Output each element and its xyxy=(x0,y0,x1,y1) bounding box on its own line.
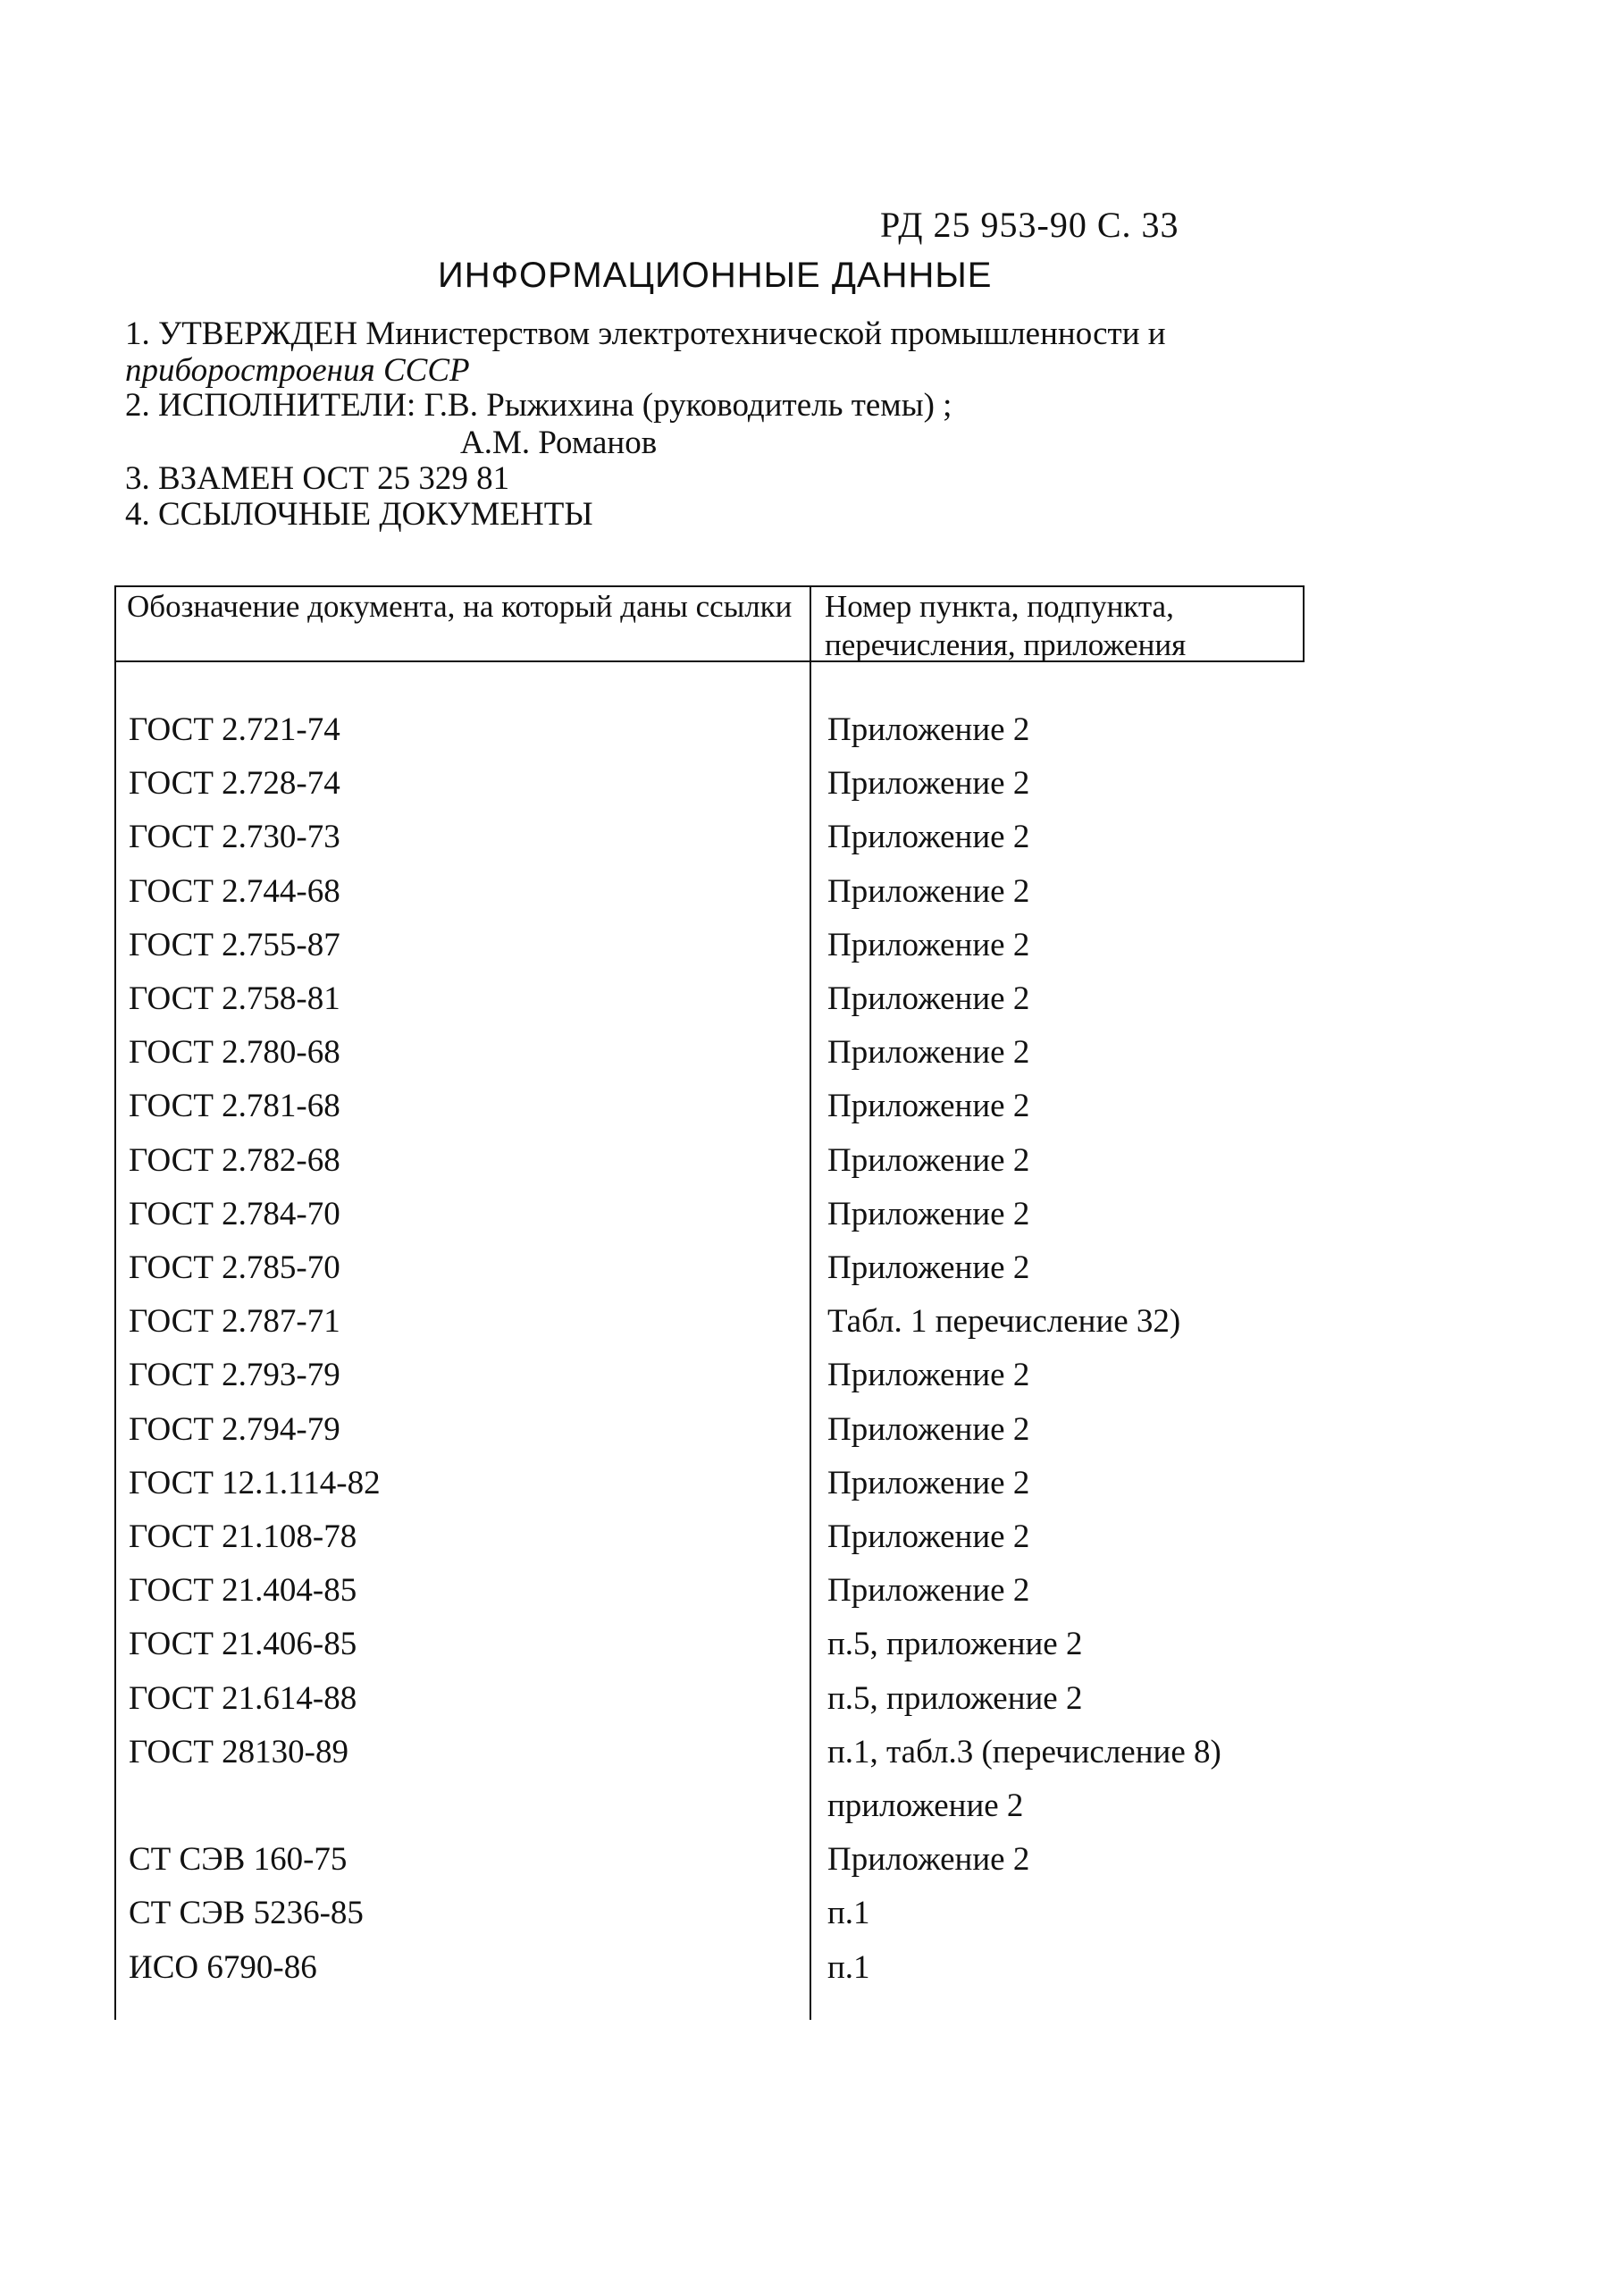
table-row xyxy=(114,1733,1305,1787)
cell-clause-reference: Приложение 2 xyxy=(827,1357,1030,1394)
column-header-document: Обозначение документа, на который даны ссылки xyxy=(127,589,793,624)
table-row xyxy=(114,1410,1305,1464)
table-row xyxy=(114,818,1305,871)
cell-document-designation: ГОСТ 12.1.114-82 xyxy=(129,1464,381,1501)
cell-clause-reference: п.5, приложение 2 xyxy=(827,1626,1083,1663)
table-row xyxy=(114,1302,1305,1356)
table-row xyxy=(114,1948,1305,2002)
cell-document-designation: ГОСТ 2.793-79 xyxy=(129,1357,340,1394)
table-row xyxy=(114,1894,1305,1947)
cell-clause-reference: Приложение 2 xyxy=(827,1841,1030,1879)
info-item-approved: 1. УТВЕРЖДЕН Министерством электротехнической промышленности и xyxy=(125,315,1166,352)
table-right-border xyxy=(1303,585,1305,662)
table-row xyxy=(114,1840,1305,1894)
cell-clause-reference: Приложение 2 xyxy=(827,765,1030,803)
cell-clause-reference: Табл. 1 перечисление 32) xyxy=(827,1303,1181,1341)
table-row xyxy=(114,1033,1305,1087)
cell-document-designation: ГОСТ 2.787-71 xyxy=(129,1303,340,1341)
cell-clause-reference: Приложение 2 xyxy=(827,819,1030,856)
cell-clause-reference: Приложение 2 xyxy=(827,872,1030,910)
cell-document-designation: СТ СЭВ 5236-85 xyxy=(129,1895,364,1932)
cell-clause-reference: Приложение 2 xyxy=(827,980,1030,1017)
cell-document-designation: ГОСТ 2.755-87 xyxy=(129,926,340,963)
cell-document-designation: ИСО 6790-86 xyxy=(129,1948,317,1986)
cell-document-designation: ГОСТ 21.404-85 xyxy=(129,1572,357,1610)
info-item-authors-cont: А.М. Романов xyxy=(460,425,658,461)
table-row xyxy=(114,872,1305,926)
cell-document-designation: ГОСТ 2.782-68 xyxy=(129,1141,340,1179)
table-row xyxy=(114,1087,1305,1140)
cell-clause-reference: Приложение 2 xyxy=(827,1572,1030,1610)
cell-clause-reference: Приложение 2 xyxy=(827,1464,1030,1501)
table-row xyxy=(114,1249,1305,1302)
table-row xyxy=(114,926,1305,980)
cell-clause-reference: п.5, приложение 2 xyxy=(827,1679,1083,1717)
cell-document-designation: ГОСТ 2.758-81 xyxy=(129,980,340,1017)
cell-document-designation: СТ СЭВ 160-75 xyxy=(129,1841,348,1879)
cell-clause-reference: Приложение 2 xyxy=(827,1249,1030,1286)
cell-clause-reference: Приложение 2 xyxy=(827,1034,1030,1072)
cell-document-designation: ГОСТ 21.614-88 xyxy=(129,1679,357,1717)
info-item-replaces: 3. ВЗАМЕН ОСТ 25 329 81 xyxy=(125,460,510,497)
cell-clause-reference: Приложение 2 xyxy=(827,1410,1030,1448)
cell-clause-reference: Приложение 2 xyxy=(827,1088,1030,1125)
cell-clause-reference: п.1 xyxy=(827,1895,870,1932)
cell-document-designation: ГОСТ 28130-89 xyxy=(129,1733,348,1770)
table-row xyxy=(114,764,1305,818)
info-item-references: 4. ССЫЛОЧНЫЕ ДОКУМЕНТЫ xyxy=(125,496,593,533)
cell-document-designation: ГОСТ 2.744-68 xyxy=(129,872,340,910)
cell-document-designation: ГОСТ 2.794-79 xyxy=(129,1410,340,1448)
table-row xyxy=(114,1356,1305,1409)
column-header-clause: Номер пункта, подпункта, перечисления, приложения xyxy=(825,589,1187,662)
cell-document-designation: ГОСТ 2.785-70 xyxy=(129,1249,340,1286)
table-row xyxy=(114,1464,1305,1518)
info-item-authors: 2. ИСПОЛНИТЕЛИ: Г.В. Рыжихина (руководитель темы) ; xyxy=(125,387,952,424)
table-row xyxy=(114,1571,1305,1625)
references-table xyxy=(114,585,1305,2020)
cell-clause-reference: п.1, табл.3 (перечисление 8) xyxy=(827,1733,1221,1770)
cell-document-designation: ГОСТ 21.406-85 xyxy=(129,1626,357,1663)
cell-document-designation: ГОСТ 2.780-68 xyxy=(129,1034,340,1072)
page-header: РД 25 953-90 С. 33 xyxy=(880,205,1179,245)
table-row xyxy=(114,1679,1305,1733)
cell-clause-reference: Приложение 2 xyxy=(827,1195,1030,1232)
info-item-approved-cont: приборостроения СССР xyxy=(125,352,470,389)
cell-document-designation: ГОСТ 2.728-74 xyxy=(129,765,340,803)
table-row xyxy=(114,711,1305,764)
cell-clause-reference: Приложение 2 xyxy=(827,1141,1030,1179)
cell-clause-reference: Приложение 2 xyxy=(827,926,1030,963)
table-row xyxy=(114,1195,1305,1249)
cell-clause-reference: п.1 xyxy=(827,1948,870,1986)
cell-clause-reference: Приложение 2 xyxy=(827,711,1030,748)
table-row xyxy=(114,1787,1305,1840)
cell-document-designation: ГОСТ 2.730-73 xyxy=(129,819,340,856)
cell-document-designation: ГОСТ 2.781-68 xyxy=(129,1088,340,1125)
cell-document-designation: ГОСТ 2.784-70 xyxy=(129,1195,340,1232)
table-row xyxy=(114,1518,1305,1571)
table-row xyxy=(114,980,1305,1033)
cell-clause-reference: Приложение 2 xyxy=(827,1518,1030,1555)
cell-clause-reference: приложение 2 xyxy=(827,1787,1024,1824)
cell-document-designation: ГОСТ 2.721-74 xyxy=(129,711,340,748)
document-title: ИНФОРМАЦИОННЫЕ ДАННЫЕ xyxy=(438,256,993,295)
cell-document-designation: ГОСТ 21.108-78 xyxy=(129,1518,357,1555)
table-row xyxy=(114,1141,1305,1195)
table-row xyxy=(114,1625,1305,1678)
